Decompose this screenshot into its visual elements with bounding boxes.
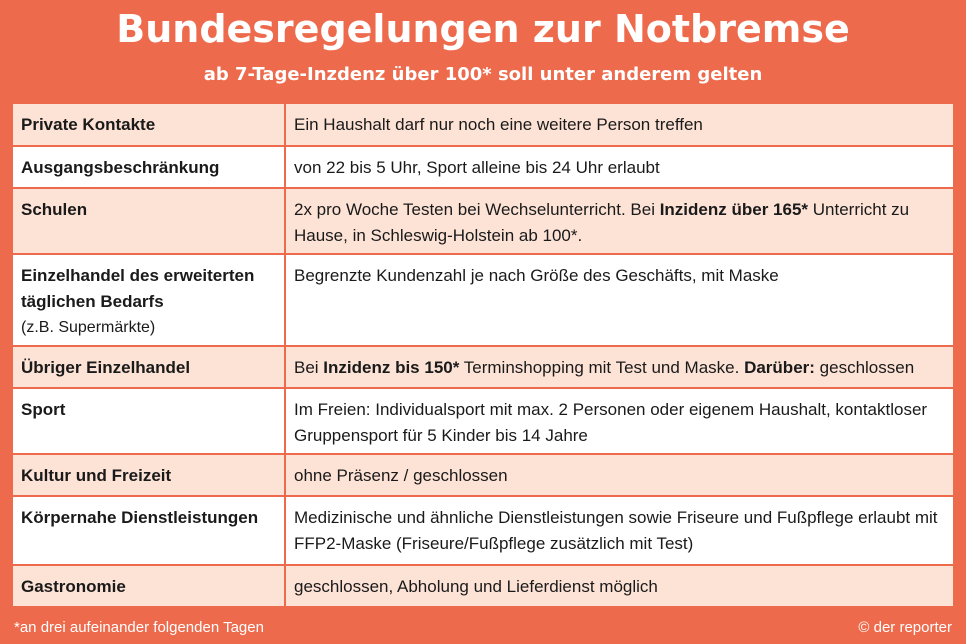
row-text: Ein Haushalt darf nur noch eine weitere Person treffen <box>294 115 703 134</box>
row-label: Private Kontakte <box>21 115 156 134</box>
row-text: Im Freien: Individualsport mit max. 2 Personen oder eigenem Haushalt, kontaktloser Gruppensport für 5 Kinder bis 14 Jahre <box>294 400 928 445</box>
rules-table-body <box>12 103 954 607</box>
page-title: Bundesregelungen zur Notbremse <box>116 7 850 51</box>
row-text-emphasis: Inzidenz über 165* <box>659 200 809 219</box>
row-text-cell <box>285 103 954 146</box>
row-label-cell <box>12 388 285 454</box>
row-label-cell <box>12 496 285 565</box>
row-label: Schulen <box>21 200 88 219</box>
row-text-cell <box>285 146 954 188</box>
row-label-cell <box>12 346 285 388</box>
footnote: *an drei aufeinander folgenden Tagen <box>14 619 264 636</box>
page-subtitle: ab 7-Tage-Inzdenz über 100* soll unter anderem gelten <box>203 64 763 85</box>
table-row <box>12 496 954 565</box>
row-text: von 22 bis 5 Uhr, Sport alleine bis 24 Uhr erlaubt <box>294 158 660 177</box>
row-text: Unterricht zu Hause, in Schleswig-Holstein ab 100*. <box>294 200 910 245</box>
table-row <box>12 103 954 146</box>
row-label: Kultur und Freizeit <box>21 466 172 485</box>
row-text: geschlossen <box>814 358 915 377</box>
row-text: geschlossen, Abholung und Lieferdienst möglich <box>294 577 658 596</box>
rules-table <box>11 102 955 608</box>
row-label: Einzelhandel des erweiterten täglichen Bedarfs <box>21 266 255 311</box>
row-label-note: (z.B. Supermärkte) <box>21 319 156 336</box>
row-label: Sport <box>21 400 66 419</box>
row-label-cell <box>12 565 285 607</box>
row-label: Gastronomie <box>21 577 126 596</box>
table-row <box>12 146 954 188</box>
row-text-cell <box>285 346 954 388</box>
row-text-cell <box>285 496 954 565</box>
row-label-cell <box>12 254 285 346</box>
row-text-cell <box>285 188 954 254</box>
row-text: Medizinische und ähnliche Dienstleistungen sowie Friseure und Fußpflege erlaubt mit FFP2-Maske (Friseure/Fußpflege zusätzlich mit Test) <box>294 508 938 553</box>
row-label: Übriger Einzelhandel <box>21 358 191 377</box>
table-row <box>12 346 954 388</box>
row-text-cell <box>285 254 954 346</box>
row-text-cell <box>285 388 954 454</box>
row-text: Terminshopping mit Test und Maske. <box>459 358 745 377</box>
row-label: Körpernahe Dienstleistungen <box>21 508 259 527</box>
row-text: Begrenzte Kundenzahl je nach Größe des Geschäfts, mit Maske <box>294 266 779 285</box>
row-label-cell <box>12 146 285 188</box>
row-label-cell <box>12 103 285 146</box>
table-row <box>12 454 954 496</box>
table-row <box>12 388 954 454</box>
row-label-cell <box>12 454 285 496</box>
row-text-emphasis: Inzidenz bis 150* <box>323 358 460 377</box>
row-text: Bei <box>294 358 324 377</box>
row-text: 2x pro Woche Testen bei Wechselunterricht. Bei <box>294 200 660 219</box>
row-label: Ausgangsbeschränkung <box>21 158 220 177</box>
row-label-cell <box>12 188 285 254</box>
table-row <box>12 254 954 346</box>
row-text-cell <box>285 454 954 496</box>
row-text: ohne Präsenz / geschlossen <box>294 466 508 485</box>
table-row <box>12 188 954 254</box>
table-row <box>12 565 954 607</box>
credit: © der reporter <box>858 619 952 636</box>
row-text-emphasis: Darüber: <box>744 358 815 377</box>
row-text-cell <box>285 565 954 607</box>
